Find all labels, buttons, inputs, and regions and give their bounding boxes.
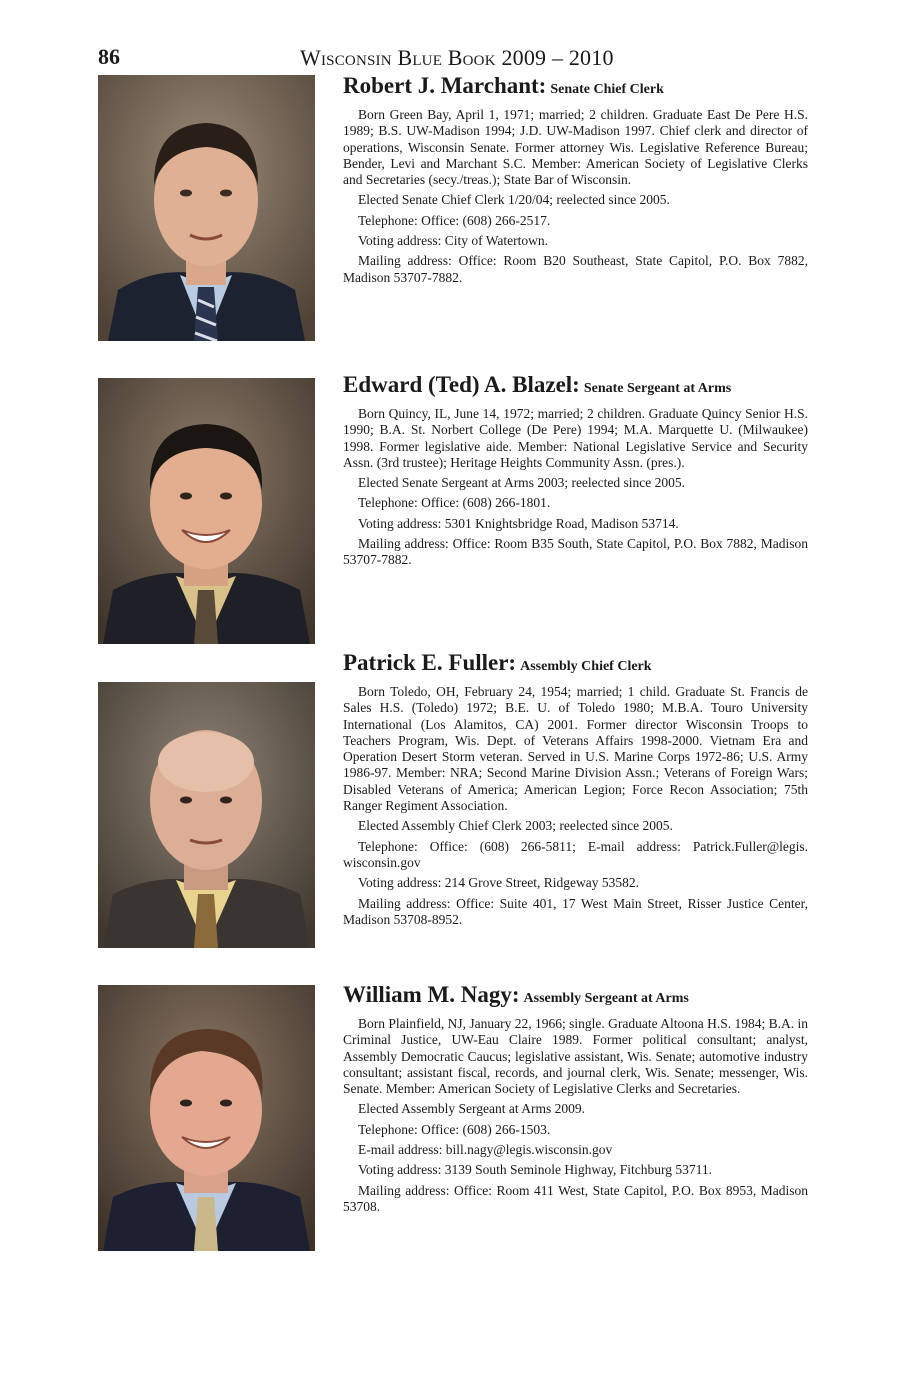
bio-paragraph: Born Quincy, IL, June 14, 1972; married; 2 children. Graduate Quincy Senior H.S. 1990; B.A. St. Norbert College (De Pere) 1994; M.A. Marquette U. (Milwaukee) 1998. Former legislative aide. Member: National Legislative Service and Security Assn. (3rd trustee); Heritage Heights Community Assn. (pres.). bbox=[343, 406, 808, 470]
bio-paragraph: Born Plainfield, NJ, January 22, 1966; single. Graduate Altoona H.S. 1984; B.A. in Criminal Justice, UW-Eau Claire 1989. Former political consultant; analyst, Assembly Democratic Caucus; legislative assistant, Wis. Senate; automotive industry consultant; assistant fiscal, records, and journal clerk, Wis. Senate; messenger, Wis. Senate. Member: American Society of Legislative Clerks and Secretaries. bbox=[343, 1016, 808, 1097]
bio-paragraph: Voting address: 3139 South Seminole Highway, Fitchburg 53711. bbox=[358, 1162, 712, 1178]
bio-title: Assembly Chief Clerk bbox=[520, 659, 652, 674]
bio-paragraph: Mailing address: Office: Suite 401, 17 West Main Street, Risser Justice Center, Madison 53708-8952. bbox=[343, 895, 808, 927]
portrait-photo-icon bbox=[98, 378, 315, 644]
bio-title: Assembly Sergeant at Arms bbox=[523, 991, 689, 1006]
portrait-photo-icon bbox=[98, 75, 315, 341]
bio-paragraph: Telephone: Office: (608) 266-1801. bbox=[358, 495, 551, 511]
bio-name: Robert J. Marchant: bbox=[343, 73, 547, 98]
bio-paragraph: Voting address: 5301 Knightsbridge Road, Madison 53714. bbox=[358, 515, 679, 531]
bio-paragraph: Telephone: Office: (608) 266-5811; E-mail address: Patrick.Fuller@legis.​wisconsin.gov bbox=[343, 838, 808, 870]
bio-paragraph: Mailing address: Office: Room B35 South, State Capitol, P.O. Box 7882, Madison 53707-7882. bbox=[343, 536, 808, 568]
bio-title: Senate Sergeant at Arms bbox=[583, 381, 732, 396]
bio-paragraph: E-mail address: bill.nagy@legis.wisconsin.gov bbox=[358, 1142, 613, 1158]
bio-paragraph: Born Green Bay, April 1, 1971; married; 2 children. Graduate East De Pere H.S. 1989; B.S. UW-Madison 1994; J.D. UW-Madison 1997. Chief clerk and director of operations, Wisconsin Senate. Former attorney Wis. Legislative Reference Bureau; Bender, Levi and Marchant S.C. Member: American Society of Legislative Clerks and Secretaries (secy./treas.); State Bar of Wisconsin. bbox=[343, 107, 808, 188]
bio-paragraph: Voting address: 214 Grove Street, Ridgeway 53582. bbox=[358, 875, 639, 891]
bio-title: Senate Chief Clerk bbox=[550, 82, 664, 97]
portrait-photo-icon bbox=[98, 682, 315, 948]
bio-name: Patrick E. Fuller: bbox=[343, 650, 517, 675]
bio-header bbox=[343, 982, 808, 1012]
bio-header bbox=[343, 73, 808, 103]
bio-fuller bbox=[343, 650, 808, 932]
bio-paragraph: Elected Assembly Sergeant at Arms 2009. bbox=[358, 1101, 585, 1117]
portrait-photo bbox=[98, 985, 315, 1251]
portrait-photo bbox=[98, 75, 315, 341]
running-head: Wisconsin Blue Book 2009 – 2010 bbox=[300, 45, 614, 70]
portrait-photo bbox=[98, 378, 315, 644]
bio-paragraph: Mailing address: Office: Room B20 Southeast, State Capitol, P.O. Box 7882, Madison 53707-7882. bbox=[343, 253, 808, 285]
bio-paragraph: Telephone: Office: (608) 266-1503. bbox=[358, 1121, 551, 1137]
bio-paragraph: Mailing address: Office: Room 411 West, State Capitol, P.O. Box 8953, Madison 53708. bbox=[343, 1182, 808, 1214]
bio-paragraph: Born Toledo, OH, February 24, 1954; married; 1 child. Graduate St. Francis de Sales H.S. (Toledo) 1972; B.E. U. of Toledo 1980; M.B.A. Touro University International (Los Alamitos, CA) 2001. Former director Wisconsin Troops to Teachers Program, Wis. Dept. of Veterans Affairs 1998-2000. Vietnam Era and Operation Desert Storm veteran. Served in U.S. Marine Corps 1972-86; U.S. Army 1986-97. Member: NRA; Second Marine Division Assn.; Veterans of Foreign Wars; Disabled Veterans of America; American Legion; Force Recon Association; 75th Ranger Regiment Association. bbox=[343, 684, 808, 814]
bio-name: Edward (Ted) A. Blazel: bbox=[343, 372, 580, 397]
portrait-photo bbox=[98, 682, 315, 948]
bio-blazel bbox=[343, 372, 808, 573]
bio-paragraph: Voting address: City of Watertown. bbox=[358, 233, 549, 249]
bio-header bbox=[343, 650, 808, 680]
bio-paragraph: Elected Senate Sergeant at Arms 2003; reelected since 2005. bbox=[358, 475, 686, 491]
page-number: 86 bbox=[98, 44, 120, 69]
bio-paragraph: Telephone: Office: (608) 266-2517. bbox=[358, 212, 551, 228]
bio-paragraph: Elected Senate Chief Clerk 1/20/04; reelected since 2005. bbox=[358, 192, 670, 208]
bio-name: William M. Nagy: bbox=[343, 982, 520, 1007]
bio-nagy bbox=[343, 982, 808, 1219]
bio-header bbox=[343, 372, 808, 402]
bio-paragraph: Elected Assembly Chief Clerk 2003; reelected since 2005. bbox=[358, 818, 673, 834]
portrait-photo-icon bbox=[98, 985, 315, 1251]
bio-marchant bbox=[343, 73, 808, 290]
